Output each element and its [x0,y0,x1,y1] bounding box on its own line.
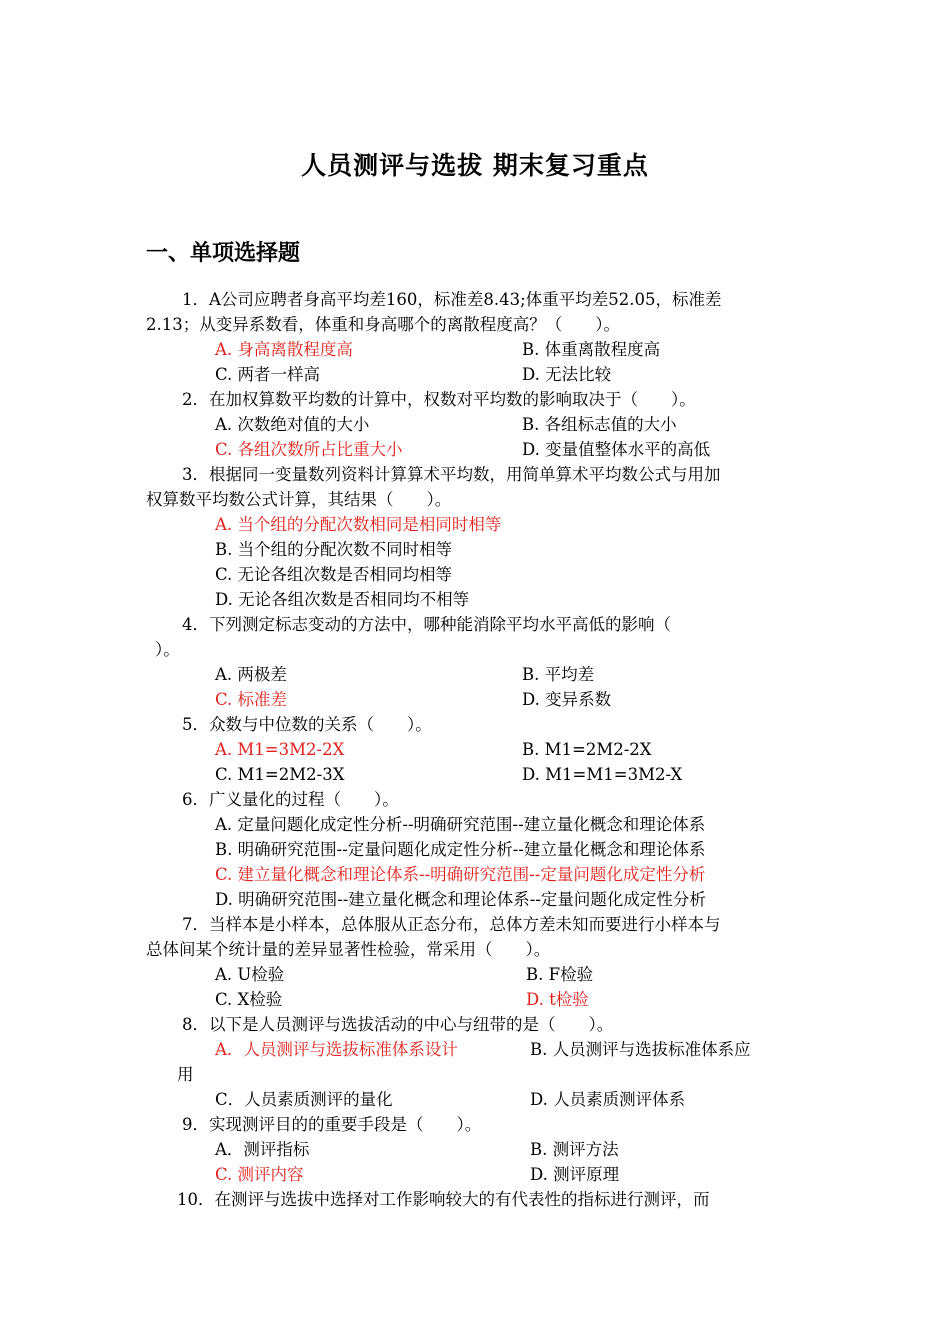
question-2-option-c: C. 各组次数所占比重大小 [215,440,403,459]
section-heading: 一、单项选择题 [146,241,301,266]
question-1-stem: 1．A公司应聘者身高平均差160，标准差8.43;体重平均差52.05，标准差 [182,290,722,309]
question-8-option-c: C．人员素质测评的量化 [215,1090,393,1109]
question-4-option-b: B. 平均差 [522,665,595,684]
question-9-option-a: A．测评指标 [215,1140,310,1159]
question-2-option-a: A. 次数绝对值的大小 [215,415,370,434]
question-5-option-a: A. M1=3M2-2X [215,740,345,759]
question-9-option-b: B. 测评方法 [530,1140,619,1159]
question-3-option-b: B. 当个组的分配次数不同时相等 [215,540,453,559]
question-8-option-a: A．人员测评与选拔标准体系设计 [215,1040,458,1059]
question-2-stem: 2．在加权算数平均数的计算中，权数对平均数的影响取决于（ ）。 [182,390,696,409]
question-8-stem: 8．以下是人员测评与选拔活动的中心与纽带的是（ ）。 [182,1015,614,1034]
question-3-option-d: D. 无论各组次数是否相同均不相等 [215,590,470,609]
question-3-stem: 3．根据同一变量数列资料计算算术平均数，用简单算术平均数公式与用加 [182,465,721,484]
question-8-option-b: B. 人员测评与选拔标准体系应 [530,1040,751,1059]
question-4-option-a: A. 两极差 [215,665,287,684]
question-6-option-a: A. 定量问题化成定性分析--明确研究范围--建立量化概念和理论体系 [215,815,706,834]
question-2-option-d: D. 变量值整体水平的高低 [522,440,711,459]
question-7-stem: 7．当样本是小样本，总体服从正态分布，总体方差未知而要进行小样本与 [182,915,721,934]
question-6-option-b: B. 明确研究范围--定量问题化成定性分析--建立量化概念和理论体系 [215,840,706,859]
question-10-stem: 10．在测评与选拔中选择对工作影响较大的有代表性的指标进行测评，而 [177,1190,710,1209]
question-3-option-a: A. 当个组的分配次数相同是相同时相等 [215,515,502,534]
question-3-option-c: C. 无论各组次数是否相同均相等 [215,565,453,584]
question-5-option-c: C. M1=2M2-3X [215,765,345,784]
question-9-stem: 9．实现测评目的的重要手段是（ ）。 [182,1115,482,1134]
question-7-option-a: A. U检验 [215,965,285,984]
question-4-stem: 4．下列测定标志变动的方法中，哪种能消除平均水平高低的影响（ [182,615,671,634]
question-1-option-b: B. 体重离散程度高 [522,340,661,359]
question-4-option-c: C. 标准差 [215,690,288,709]
question-2-option-b: B. 各组标志值的大小 [522,415,677,434]
question-1-option-d: D. 无法比较 [522,365,612,384]
question-1-stem-cont: 2.13；从变异系数看，体重和身高哪个的离散程度高？（ ）。 [146,315,620,334]
question-7-option-c: C. X检验 [215,990,283,1009]
question-6-option-c: C. 建立量化概念和理论体系--明确研究范围--定量问题化成定性分析 [215,865,706,884]
question-9-option-d: D. 测评原理 [530,1165,620,1184]
question-3-stem-cont: 权算数平均数公式计算，其结果（ ）。 [146,490,452,509]
question-7-option-b: B. F检验 [526,965,594,984]
question-8-option-b-cont: 用 [177,1065,194,1084]
question-8-option-d: D. 人员素质测评体系 [530,1090,686,1109]
question-4-option-d: D. 变异系数 [522,690,612,709]
question-5-option-d: D. M1=M1=3M2-X [522,765,683,784]
question-6-stem: 6．广义量化的过程（ ）。 [182,790,399,809]
question-7-stem-cont: 总体间某个统计量的差异显著性检验，常采用（ ）。 [146,940,551,959]
document-title: 人员测评与选拔 期末复习重点 [301,151,649,180]
question-9-option-c: C. 测评内容 [215,1165,304,1184]
question-5-stem: 5．众数与中位数的关系（ ）。 [182,715,432,734]
question-1-option-c: C. 两者一样高 [215,365,321,384]
question-1-option-a: A. 身高离散程度高 [215,340,353,359]
question-5-option-b: B. M1=2M2-2X [522,740,652,759]
question-7-option-d: D. t检验 [526,990,589,1009]
question-4-stem-cont: ）。 [155,640,180,659]
question-6-option-d: D. 明确研究范围--建立量化概念和理论体系--定量问题化成定性分析 [215,890,706,909]
